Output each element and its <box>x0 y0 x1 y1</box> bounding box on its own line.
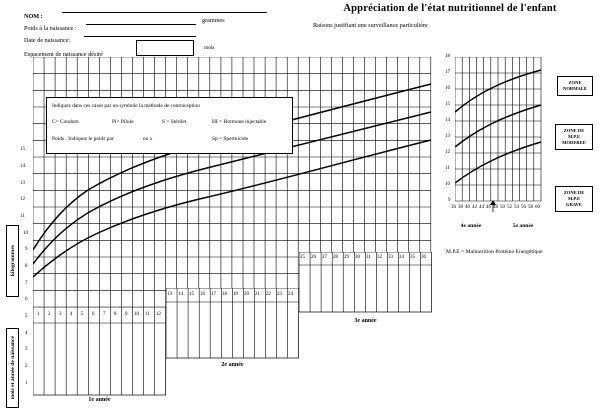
right-chart-caption-left: 4e année <box>460 223 482 229</box>
field-espacement-label: Espacement de naissance désiré <box>24 51 103 58</box>
zone-pointer-arrow <box>488 200 498 212</box>
year2-month-strip: 13 14 15 16 17 18 19 20 21 22 23 24 <box>166 288 300 360</box>
field-espacement-unit: mois <box>204 45 215 51</box>
field-poids-naissance-unit: grammes <box>202 17 225 24</box>
right-chart <box>455 57 543 217</box>
field-nom-label: NOM : <box>24 13 43 20</box>
mpe-footnote: M.P.E = Malnutrition Protéino Energétique <box>446 249 543 255</box>
legend-poids-symbols: ou x <box>143 136 153 142</box>
right-chart-svg <box>455 57 543 217</box>
zone-mpe-moderee <box>555 124 593 150</box>
legend-code-spermicide: Sp = Spermicide <box>212 136 248 142</box>
zone-mpe-moderee-text: ZONE DE M.P.E MODEREE <box>562 128 586 145</box>
legend-poids-label: Poids : Indiquez le poids par <box>52 136 114 142</box>
legend-line-1: Indiquez dans ces cases par un symbole la méthode de contraception <box>52 103 200 109</box>
field-poids-naissance-label: Poids à la naissance : <box>24 25 77 32</box>
zone-mpe-grave-text: ZONE DE M.P.E GRAVE <box>563 190 585 207</box>
field-espacement-input[interactable] <box>136 40 194 56</box>
zone-normale-text: ZONE NORMALE <box>563 80 587 91</box>
year3-month-strip: 25 26 27 28 29 30 31 32 33 34 35 36 <box>299 252 433 314</box>
y-axis-title-text: kilogrammes <box>9 245 16 277</box>
zone-normale <box>557 76 593 96</box>
year3-caption: 3e année <box>354 318 377 324</box>
right-chart-caption-right: 5e année <box>512 223 534 229</box>
field-date-naissance-label: Date de naissance: <box>24 37 71 44</box>
x-axis-title <box>6 328 19 408</box>
year1-month-strip: 1 2 3 4 5 6 7 8 9 10 11 12 <box>33 307 167 397</box>
x-axis-title-text: mois et année de naissance <box>9 336 16 400</box>
field-date-naissance-input[interactable] <box>84 36 196 37</box>
legend-panel <box>46 97 293 154</box>
right-note: Raisons justifiant une surveillance particulière <box>313 22 428 29</box>
zone-mpe-grave <box>555 186 593 212</box>
year2-caption: 2e année <box>221 362 244 368</box>
nutrition-chart-page: NOM : Poids à la naissance : grammes Date de naissance: Espacement de naissance désiré mois Appréciation de l'état nutritionnel de l'enfant Raisons justifiant une surveillance particulière Indiquez dans ces cases par un symbole la méthode de contraception C= Condom Pi= Pilule S = Stérilet HI = Hormone injectable Poids : Indiquez le poids par ou x Sp = Spermicide 15 14 13 12 11 10 9 8 7 6 5 4 3 2 1 kilogrammes mois et année de naissance 1 2 3 4 5 6 7 8 9 10 11 12 1e année 13 14 15 16 17 18 19 20 21 22 23 24 2e année 25 26 27 28 29 30 31 32 33 34 35 36 3e année 18 17 16 15 14 13 12 11 10 9 36 38 40 42 44 46 48 50 52 54 56 58 60 ZONE NORMALE ZONE DE M.P.E MODEREE ZONE DE M.P.E GRAVE 4e année 5e année M.P.E = Malnutrition Protéino Energétique <box>0 0 600 413</box>
legend-code-hormone: HI = Hormone injectable <box>212 119 267 125</box>
legend-code-pilule: Pi= Pilule <box>112 119 134 125</box>
legend-code-condom: C= Condom <box>52 119 79 125</box>
page-title: Appréciation de l'état nutritionnel de l'enfant <box>343 3 557 14</box>
year1-caption: 1e année <box>88 397 111 403</box>
field-nom-input[interactable] <box>62 12 267 13</box>
field-poids-naissance-input[interactable] <box>86 24 196 25</box>
y-axis-title <box>6 225 19 297</box>
legend-code-sterilet: S = Stérilet <box>162 119 187 125</box>
